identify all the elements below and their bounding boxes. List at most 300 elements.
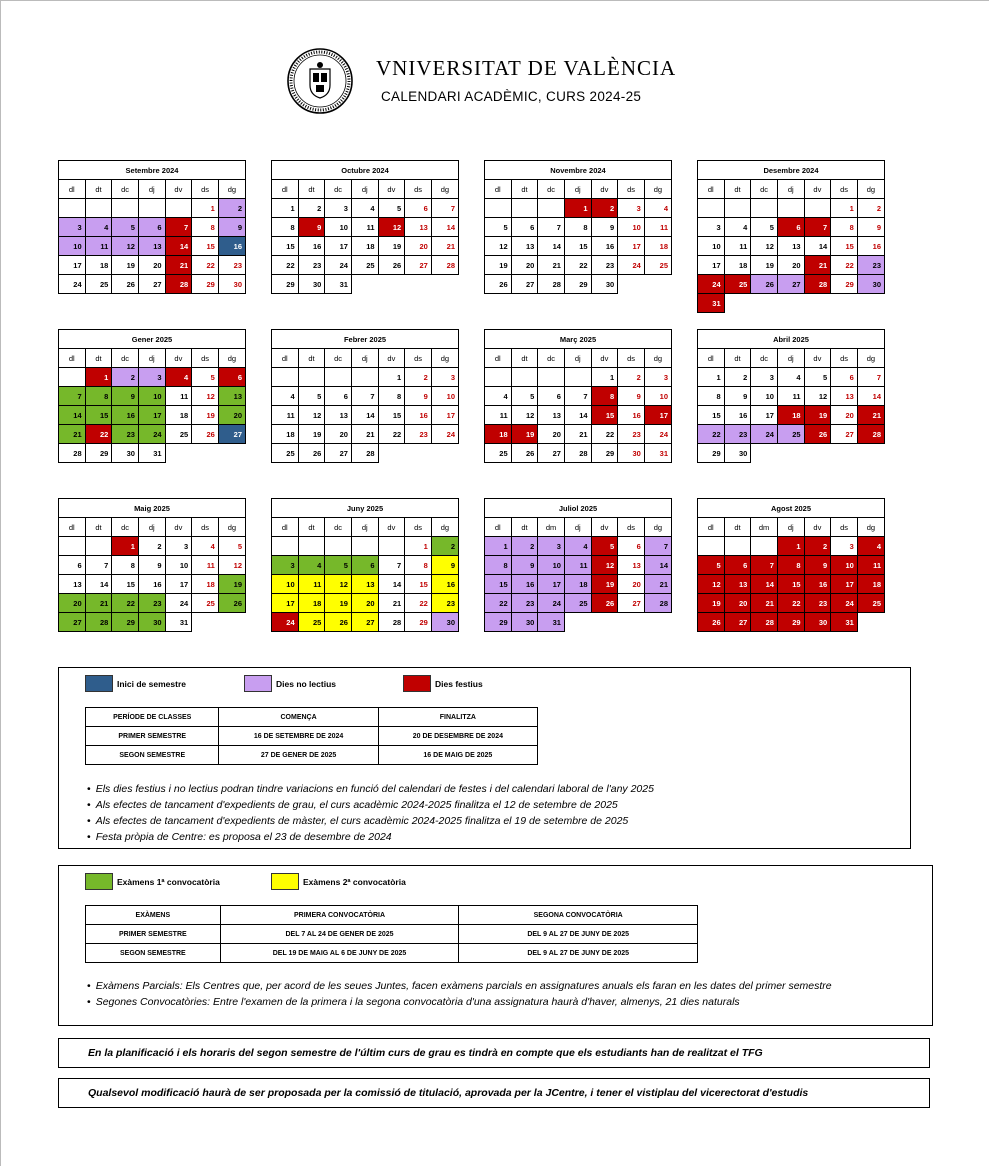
day-cell: 31 bbox=[138, 444, 165, 463]
day-cell: 4 bbox=[351, 199, 378, 218]
day-cell: 13 bbox=[405, 218, 432, 237]
weekday-header: dj bbox=[777, 518, 804, 537]
empty-cell bbox=[192, 444, 219, 463]
day-cell: 27 bbox=[777, 275, 804, 294]
empty-cell bbox=[644, 613, 671, 632]
weekday-header: dg bbox=[644, 518, 671, 537]
day-cell: 17 bbox=[272, 594, 299, 613]
empty-cell bbox=[405, 275, 432, 294]
day-cell: 11 bbox=[857, 556, 884, 575]
day-cell: 25 bbox=[857, 594, 884, 613]
day-cell: 24 bbox=[272, 613, 299, 632]
periods-cell: SEGON SEMESTRE bbox=[86, 746, 219, 765]
day-cell: 8 bbox=[272, 218, 299, 237]
day-cell: 14 bbox=[538, 237, 565, 256]
day-cell: 19 bbox=[591, 575, 618, 594]
day-cell: 12 bbox=[218, 556, 245, 575]
weekday-header: dm bbox=[538, 518, 565, 537]
day-cell: 18 bbox=[85, 256, 112, 275]
day-cell: 6 bbox=[218, 368, 245, 387]
day-cell: 11 bbox=[564, 556, 591, 575]
day-cell: 22 bbox=[192, 256, 219, 275]
month-table bbox=[484, 160, 672, 294]
weekday-header: dv bbox=[378, 518, 405, 537]
day-cell: 22 bbox=[831, 256, 858, 275]
month-table bbox=[271, 498, 459, 632]
day-cell: 15 bbox=[405, 575, 432, 594]
weekday-header: ds bbox=[192, 349, 219, 368]
day-cell: 17 bbox=[59, 256, 86, 275]
day-cell: 14 bbox=[431, 218, 458, 237]
day-cell: 20 bbox=[59, 594, 86, 613]
day-cell: 12 bbox=[804, 387, 831, 406]
empty-cell bbox=[218, 613, 245, 632]
empty-cell bbox=[378, 444, 405, 463]
legend-start bbox=[85, 675, 186, 692]
day-cell: 6 bbox=[538, 387, 565, 406]
weekday-header: dt bbox=[724, 518, 751, 537]
empty-cell bbox=[644, 275, 671, 294]
day-cell: 9 bbox=[138, 556, 165, 575]
day-cell: 13 bbox=[618, 556, 645, 575]
day-cell: 7 bbox=[751, 556, 778, 575]
day-cell: 21 bbox=[85, 594, 112, 613]
weekday-header: dj bbox=[138, 349, 165, 368]
exam1-swatch bbox=[85, 873, 113, 890]
day-cell: 2 bbox=[218, 199, 245, 218]
day-cell: 25 bbox=[564, 594, 591, 613]
day-cell: 23 bbox=[804, 594, 831, 613]
day-cell: 3 bbox=[431, 368, 458, 387]
legend-nolective bbox=[244, 675, 336, 692]
day-cell: 12 bbox=[591, 556, 618, 575]
day-cell: 21 bbox=[564, 425, 591, 444]
exams-header-cell: SEGONA CONVOCATÒRIA bbox=[459, 906, 698, 925]
day-cell: 4 bbox=[165, 368, 192, 387]
exam-notes-list bbox=[87, 978, 832, 1010]
weekday-header: ds bbox=[405, 180, 432, 199]
exams-cell: DEL 7 AL 24 DE GENER DE 2025 bbox=[220, 925, 459, 944]
day-cell: 23 bbox=[431, 594, 458, 613]
day-cell: 31 bbox=[325, 275, 352, 294]
month-calendar bbox=[271, 160, 459, 294]
weekday-header: ds bbox=[831, 518, 858, 537]
blank-day-cell bbox=[804, 199, 831, 218]
day-cell: 14 bbox=[85, 575, 112, 594]
day-cell: 10 bbox=[165, 556, 192, 575]
day-cell: 19 bbox=[378, 237, 405, 256]
modification-banner: Qualsevol modificació haurà de ser proposada per la comissió de titulació, aprovada per la JCentre, i tener el vistiplau del vicerectorat d'estudis bbox=[58, 1078, 930, 1108]
weekday-header: dg bbox=[857, 180, 884, 199]
day-cell: 22 bbox=[272, 256, 299, 275]
empty-cell bbox=[192, 613, 219, 632]
day-cell: 31 bbox=[698, 294, 725, 313]
day-cell: 13 bbox=[218, 387, 245, 406]
weekday-header: dc bbox=[325, 518, 352, 537]
day-cell: 16 bbox=[804, 575, 831, 594]
day-cell: 17 bbox=[538, 575, 565, 594]
periods-cell: 16 DE MAIG DE 2025 bbox=[378, 746, 537, 765]
day-cell: 23 bbox=[618, 425, 645, 444]
day-cell: 7 bbox=[804, 218, 831, 237]
legend-exam2-label: Exàmens 2ª convocatòria bbox=[303, 876, 406, 887]
empty-cell bbox=[751, 294, 778, 313]
day-cell: 15 bbox=[112, 575, 139, 594]
day-cell: 29 bbox=[831, 275, 858, 294]
weekday-header: dt bbox=[511, 349, 538, 368]
weekday-header: dl bbox=[59, 349, 86, 368]
day-cell: 12 bbox=[192, 387, 219, 406]
day-cell: 11 bbox=[777, 387, 804, 406]
day-cell: 28 bbox=[431, 256, 458, 275]
day-cell: 9 bbox=[511, 556, 538, 575]
blank-day-cell bbox=[698, 537, 725, 556]
periods-cell: 27 DE GENER DE 2025 bbox=[219, 746, 378, 765]
day-cell: 24 bbox=[165, 594, 192, 613]
exams-cell: SEGON SEMESTRE bbox=[86, 944, 221, 963]
day-cell: 28 bbox=[59, 444, 86, 463]
weekday-header: dj bbox=[777, 180, 804, 199]
weekday-header: ds bbox=[192, 518, 219, 537]
day-cell: 4 bbox=[272, 387, 299, 406]
empty-cell bbox=[804, 444, 831, 463]
weekday-header: dg bbox=[218, 518, 245, 537]
empty-cell bbox=[218, 444, 245, 463]
day-cell: 9 bbox=[857, 218, 884, 237]
day-cell: 13 bbox=[138, 237, 165, 256]
month-calendar bbox=[697, 498, 885, 632]
day-cell: 23 bbox=[724, 425, 751, 444]
blank-day-cell bbox=[751, 199, 778, 218]
calendar-title: CALENDARI ACADÈMIC, CURS 2024-25 bbox=[381, 89, 642, 104]
month-title: Agost 2025 bbox=[698, 499, 885, 518]
day-cell: 5 bbox=[325, 556, 352, 575]
weekday-header: dt bbox=[511, 180, 538, 199]
day-cell: 3 bbox=[751, 368, 778, 387]
month-table bbox=[697, 498, 885, 632]
weekday-header: dg bbox=[431, 180, 458, 199]
day-cell: 24 bbox=[538, 594, 565, 613]
empty-cell bbox=[351, 275, 378, 294]
day-cell: 31 bbox=[538, 613, 565, 632]
month-calendar bbox=[697, 329, 885, 463]
day-cell: 18 bbox=[298, 594, 325, 613]
day-cell: 20 bbox=[511, 256, 538, 275]
day-cell: 17 bbox=[644, 406, 671, 425]
blank-day-cell bbox=[698, 199, 725, 218]
day-cell: 21 bbox=[644, 575, 671, 594]
blank-day-cell bbox=[138, 199, 165, 218]
weekday-header: ds bbox=[618, 518, 645, 537]
day-cell: 5 bbox=[511, 387, 538, 406]
empty-cell bbox=[857, 294, 884, 313]
day-cell: 7 bbox=[538, 218, 565, 237]
day-cell: 27 bbox=[138, 275, 165, 294]
day-cell: 17 bbox=[138, 406, 165, 425]
day-cell: 8 bbox=[831, 218, 858, 237]
day-cell: 16 bbox=[511, 575, 538, 594]
empty-cell bbox=[165, 444, 192, 463]
blank-day-cell bbox=[272, 368, 299, 387]
day-cell: 14 bbox=[165, 237, 192, 256]
day-cell: 8 bbox=[192, 218, 219, 237]
day-cell: 19 bbox=[698, 594, 725, 613]
day-cell: 10 bbox=[698, 237, 725, 256]
month-table bbox=[58, 160, 246, 294]
day-cell: 19 bbox=[325, 594, 352, 613]
exams-cell: DEL 9 AL 27 DE JUNY DE 2025 bbox=[459, 944, 698, 963]
day-cell: 13 bbox=[511, 237, 538, 256]
weekday-header: dv bbox=[591, 180, 618, 199]
exams-cell: DEL 19 DE MAIG AL 6 DE JUNY DE 2025 bbox=[220, 944, 459, 963]
day-cell: 25 bbox=[85, 275, 112, 294]
weekday-header: dc bbox=[325, 349, 352, 368]
day-cell: 1 bbox=[112, 537, 139, 556]
month-title: Juliol 2025 bbox=[485, 499, 672, 518]
day-cell: 5 bbox=[591, 537, 618, 556]
day-cell: 6 bbox=[325, 387, 352, 406]
empty-cell bbox=[618, 613, 645, 632]
day-cell: 18 bbox=[857, 575, 884, 594]
day-cell: 15 bbox=[777, 575, 804, 594]
day-cell: 6 bbox=[777, 218, 804, 237]
weekday-header: ds bbox=[831, 180, 858, 199]
day-cell: 8 bbox=[405, 556, 432, 575]
day-cell: 30 bbox=[298, 275, 325, 294]
day-cell: 28 bbox=[857, 425, 884, 444]
month-title: Setembre 2024 bbox=[59, 161, 246, 180]
day-cell: 3 bbox=[272, 556, 299, 575]
note-item: • Els dies festius i no lectius podran tindre variacions en funció del calendari de festes i del calendari laboral de l'any 2025 bbox=[87, 781, 654, 797]
weekday-header: dg bbox=[644, 180, 671, 199]
day-cell: 2 bbox=[618, 368, 645, 387]
weekday-header: dg bbox=[431, 518, 458, 537]
day-cell: 28 bbox=[85, 613, 112, 632]
day-cell: 21 bbox=[378, 594, 405, 613]
day-cell: 22 bbox=[405, 594, 432, 613]
blank-day-cell bbox=[511, 199, 538, 218]
day-cell: 15 bbox=[272, 237, 299, 256]
day-cell: 30 bbox=[804, 613, 831, 632]
day-cell: 10 bbox=[431, 387, 458, 406]
day-cell: 13 bbox=[351, 575, 378, 594]
day-cell: 2 bbox=[112, 368, 139, 387]
day-cell: 1 bbox=[272, 199, 299, 218]
day-cell: 6 bbox=[59, 556, 86, 575]
day-cell: 27 bbox=[831, 425, 858, 444]
day-cell: 30 bbox=[511, 613, 538, 632]
day-cell: 21 bbox=[751, 594, 778, 613]
weekday-header: dl bbox=[698, 518, 725, 537]
day-cell: 3 bbox=[618, 199, 645, 218]
day-cell: 29 bbox=[272, 275, 299, 294]
day-cell: 7 bbox=[85, 556, 112, 575]
day-cell: 14 bbox=[351, 406, 378, 425]
day-cell: 14 bbox=[378, 575, 405, 594]
weekday-header: dc bbox=[751, 349, 778, 368]
day-cell: 24 bbox=[618, 256, 645, 275]
weekday-header: dm bbox=[751, 518, 778, 537]
blank-day-cell bbox=[564, 368, 591, 387]
weekday-header: dj bbox=[777, 349, 804, 368]
day-cell: 28 bbox=[564, 444, 591, 463]
day-cell: 26 bbox=[804, 425, 831, 444]
day-cell: 6 bbox=[831, 368, 858, 387]
day-cell: 15 bbox=[85, 406, 112, 425]
day-cell: 27 bbox=[511, 275, 538, 294]
day-cell: 29 bbox=[112, 613, 139, 632]
day-cell: 19 bbox=[192, 406, 219, 425]
day-cell: 6 bbox=[618, 537, 645, 556]
day-cell: 16 bbox=[405, 406, 432, 425]
weekday-header: dj bbox=[351, 180, 378, 199]
day-cell: 15 bbox=[831, 237, 858, 256]
day-cell: 26 bbox=[485, 275, 512, 294]
day-cell: 10 bbox=[831, 556, 858, 575]
day-cell: 30 bbox=[138, 613, 165, 632]
day-cell: 9 bbox=[804, 556, 831, 575]
day-cell: 5 bbox=[698, 556, 725, 575]
day-cell: 6 bbox=[405, 199, 432, 218]
blank-day-cell bbox=[298, 537, 325, 556]
day-cell: 3 bbox=[538, 537, 565, 556]
day-cell: 16 bbox=[218, 237, 245, 256]
periods-cell: PRIMER SEMESTRE bbox=[86, 727, 219, 746]
day-cell: 31 bbox=[165, 613, 192, 632]
weekday-header: dj bbox=[564, 518, 591, 537]
day-cell: 4 bbox=[857, 537, 884, 556]
month-calendar bbox=[58, 329, 246, 463]
blank-day-cell bbox=[751, 537, 778, 556]
blank-day-cell bbox=[59, 537, 86, 556]
day-cell: 23 bbox=[857, 256, 884, 275]
weekday-header: dl bbox=[485, 180, 512, 199]
day-cell: 2 bbox=[724, 368, 751, 387]
day-cell: 12 bbox=[511, 406, 538, 425]
day-cell: 13 bbox=[777, 237, 804, 256]
day-cell: 25 bbox=[777, 425, 804, 444]
empty-cell bbox=[831, 294, 858, 313]
day-cell: 19 bbox=[751, 256, 778, 275]
blank-day-cell bbox=[59, 199, 86, 218]
day-cell: 10 bbox=[272, 575, 299, 594]
month-table bbox=[271, 329, 459, 463]
day-cell: 26 bbox=[325, 613, 352, 632]
weekday-header: dl bbox=[698, 349, 725, 368]
day-cell: 17 bbox=[698, 256, 725, 275]
day-cell: 26 bbox=[511, 444, 538, 463]
weekday-header: dj bbox=[564, 180, 591, 199]
blank-day-cell bbox=[724, 199, 751, 218]
month-calendar bbox=[697, 160, 885, 313]
day-cell: 8 bbox=[591, 387, 618, 406]
day-cell: 1 bbox=[698, 368, 725, 387]
day-cell: 12 bbox=[485, 237, 512, 256]
day-cell: 4 bbox=[192, 537, 219, 556]
day-cell: 6 bbox=[138, 218, 165, 237]
empty-cell bbox=[777, 294, 804, 313]
day-cell: 26 bbox=[218, 594, 245, 613]
blank-day-cell bbox=[485, 199, 512, 218]
day-cell: 8 bbox=[112, 556, 139, 575]
weekday-header: dg bbox=[431, 349, 458, 368]
day-cell: 27 bbox=[538, 444, 565, 463]
weekday-header: dv bbox=[804, 518, 831, 537]
day-cell: 18 bbox=[192, 575, 219, 594]
blank-day-cell bbox=[112, 199, 139, 218]
empty-cell bbox=[857, 613, 884, 632]
day-cell: 14 bbox=[59, 406, 86, 425]
day-cell: 30 bbox=[431, 613, 458, 632]
weekday-header: dt bbox=[85, 180, 112, 199]
day-cell: 17 bbox=[618, 237, 645, 256]
day-cell: 24 bbox=[325, 256, 352, 275]
month-title: Octubre 2024 bbox=[272, 161, 459, 180]
day-cell: 24 bbox=[431, 425, 458, 444]
empty-cell bbox=[804, 294, 831, 313]
day-cell: 31 bbox=[831, 613, 858, 632]
day-cell: 1 bbox=[564, 199, 591, 218]
day-cell: 11 bbox=[272, 406, 299, 425]
weekday-header: dt bbox=[298, 349, 325, 368]
day-cell: 6 bbox=[351, 556, 378, 575]
day-cell: 9 bbox=[724, 387, 751, 406]
day-cell: 22 bbox=[378, 425, 405, 444]
day-cell: 30 bbox=[218, 275, 245, 294]
day-cell: 10 bbox=[538, 556, 565, 575]
blank-day-cell bbox=[538, 199, 565, 218]
month-table bbox=[58, 498, 246, 632]
exams-cell: DEL 9 AL 27 DE JUNY DE 2025 bbox=[459, 925, 698, 944]
weekday-header: dv bbox=[165, 180, 192, 199]
exam-note-item: • Segones Convocatòries: Entre l'examen de la primera i la segona convocatòria d'una assignatura haurà d'haver, almenys, 21 dies naturals bbox=[87, 994, 832, 1010]
day-cell: 23 bbox=[218, 256, 245, 275]
weekday-header: dl bbox=[485, 349, 512, 368]
day-cell: 24 bbox=[59, 275, 86, 294]
day-cell: 16 bbox=[591, 237, 618, 256]
blank-day-cell bbox=[325, 537, 352, 556]
day-cell: 29 bbox=[192, 275, 219, 294]
day-cell: 16 bbox=[724, 406, 751, 425]
blank-day-cell bbox=[272, 537, 299, 556]
day-cell: 24 bbox=[138, 425, 165, 444]
day-cell: 30 bbox=[857, 275, 884, 294]
tfg-banner: En la planificació i els horaris del segon semestre de l'últim curs de grau es tindrà en compte que els estudiants han de realitzat el TFG bbox=[58, 1038, 930, 1068]
day-cell: 16 bbox=[138, 575, 165, 594]
day-cell: 5 bbox=[112, 218, 139, 237]
day-cell: 16 bbox=[431, 575, 458, 594]
day-cell: 22 bbox=[112, 594, 139, 613]
day-cell: 9 bbox=[618, 387, 645, 406]
day-cell: 8 bbox=[698, 387, 725, 406]
periods-cell: 20 DE DESEMBRE DE 2024 bbox=[378, 727, 537, 746]
day-cell: 7 bbox=[564, 387, 591, 406]
day-cell: 5 bbox=[192, 368, 219, 387]
day-cell: 9 bbox=[298, 218, 325, 237]
day-cell: 22 bbox=[777, 594, 804, 613]
day-cell: 3 bbox=[698, 218, 725, 237]
weekday-header: dj bbox=[351, 518, 378, 537]
month-table bbox=[484, 498, 672, 632]
day-cell: 7 bbox=[644, 537, 671, 556]
day-cell: 11 bbox=[298, 575, 325, 594]
day-cell: 3 bbox=[59, 218, 86, 237]
class-periods-table bbox=[85, 707, 538, 765]
day-cell: 10 bbox=[751, 387, 778, 406]
blank-day-cell bbox=[538, 368, 565, 387]
day-cell: 1 bbox=[378, 368, 405, 387]
day-cell: 15 bbox=[378, 406, 405, 425]
